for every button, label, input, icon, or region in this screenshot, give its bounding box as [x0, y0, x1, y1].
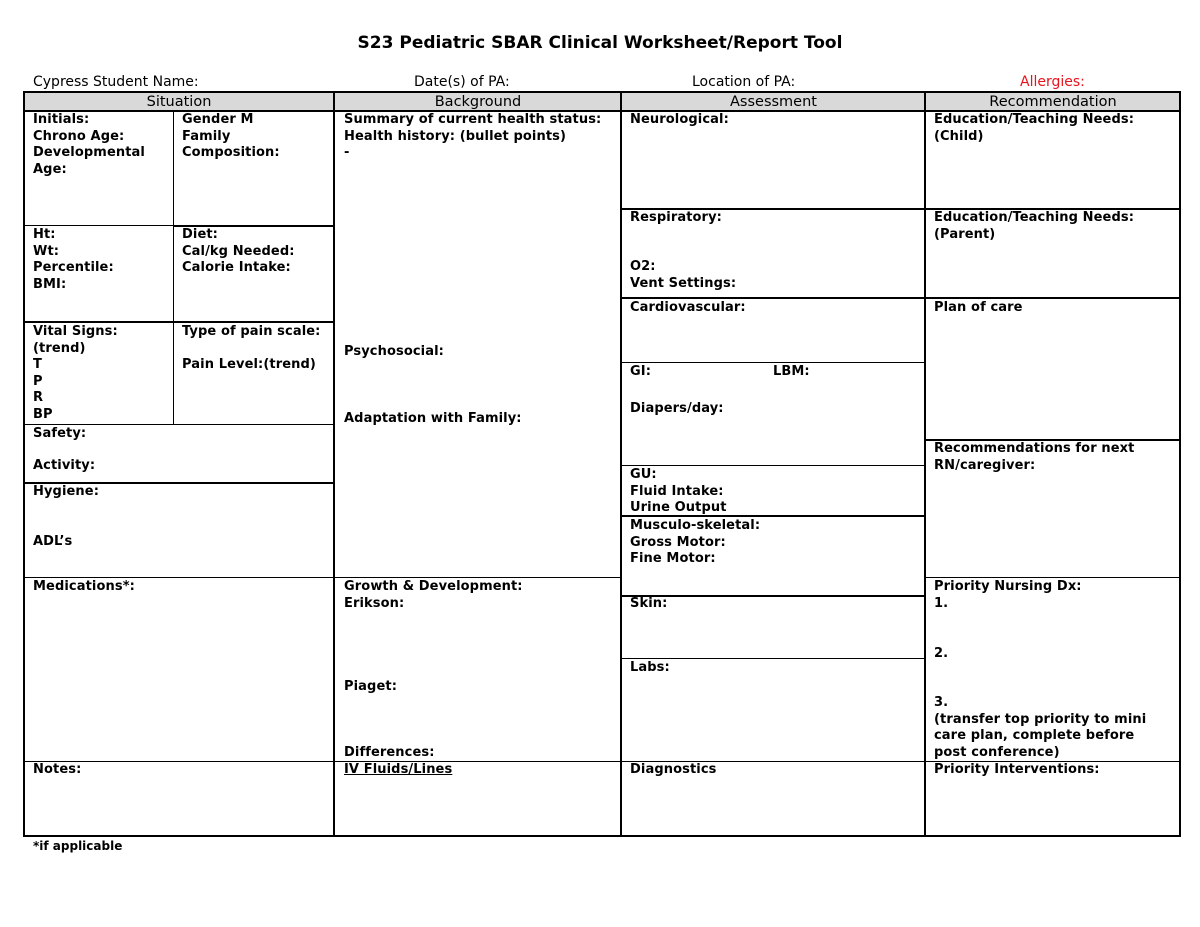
student-name-label: Cypress Student Name: — [33, 74, 199, 90]
row-divider — [23, 321, 334, 323]
skin-field: Skin: — [630, 596, 668, 611]
o2-vent-field: O2: Vent Settings: — [630, 259, 737, 291]
initials-field: Initials: Chrono Age: Developmental Age: — [33, 112, 145, 177]
priority-interventions-field: Priority Interventions: — [934, 762, 1100, 777]
medications-field: Medications*: — [33, 579, 135, 594]
sbar-worksheet-table — [23, 91, 1181, 837]
family-adaptation-field: Adaptation with Family: — [344, 411, 522, 426]
priority-dx-2: 2. — [934, 646, 949, 661]
row-divider — [925, 577, 1180, 578]
row-divider — [621, 297, 925, 299]
priority-dx-3: 3. (transfer top priority to mini care plan, complete before post conference) — [934, 695, 1147, 760]
adl-field: ADL’s — [33, 534, 73, 549]
teaching-needs-child-field: Education/Teaching Needs: (Child) — [934, 112, 1135, 144]
row-divider — [621, 465, 925, 466]
allergies-label: Allergies: — [1020, 74, 1085, 90]
row-divider — [334, 577, 621, 578]
footnote: *if applicable — [33, 839, 123, 853]
gi-field: GI: — [630, 364, 652, 379]
page-title: S23 Pediatric SBAR Clinical Worksheet/Report Tool — [357, 33, 843, 53]
safety-field: Safety: — [33, 426, 87, 441]
vital-signs-field: Vital Signs: (trend) T P R BP — [33, 324, 118, 422]
lbm-field: LBM: — [773, 364, 810, 379]
column-divider — [924, 91, 926, 837]
respiratory-field: Respiratory: — [630, 210, 722, 225]
height-weight-field: Ht: Wt: Percentile: BMI: — [33, 227, 114, 292]
row-divider — [621, 658, 925, 659]
priority-nursing-dx-field: Priority Nursing Dx: 1. — [934, 579, 1082, 611]
row-divider — [23, 577, 334, 578]
iv-fluids-field: IV Fluids/Lines — [344, 762, 453, 777]
neurological-field: Neurological: — [630, 112, 729, 127]
situation-inner-divider — [173, 111, 174, 424]
row-divider — [23, 225, 174, 226]
musculoskeletal-field: Musculo-skeletal: Gross Motor: Fine Motor: — [630, 518, 761, 566]
piaget-field: Piaget: — [344, 679, 397, 694]
gu-field: GU: Fluid Intake: Urine Output — [630, 467, 727, 515]
table-border-left — [23, 91, 25, 837]
assessment-column-header: Assessment — [622, 92, 925, 111]
growth-development-field: Growth & Development: Erikson: — [344, 579, 523, 611]
plan-of-care-field: Plan of care — [934, 300, 1023, 315]
health-summary-field: Summary of current health status: Health history: (bullet points) - — [344, 112, 602, 160]
background-column-header: Background — [335, 92, 621, 111]
teaching-needs-parent-field: Education/Teaching Needs: (Parent) — [934, 210, 1135, 242]
table-border-right — [1179, 91, 1181, 837]
row-divider — [925, 297, 1180, 299]
column-divider — [620, 91, 622, 837]
diet-field: Diet: Cal/kg Needed: Calorie Intake: — [182, 227, 295, 275]
labs-field: Labs: — [630, 660, 670, 675]
diagnostics-field: Diagnostics — [630, 762, 717, 777]
column-divider — [333, 91, 335, 837]
table-border-top — [23, 91, 1181, 93]
table-border-bottom — [23, 835, 1181, 837]
psychosocial-field: Psychosocial: — [344, 344, 444, 359]
row-divider — [621, 362, 925, 363]
dates-label: Date(s) of PA: — [414, 74, 510, 90]
cardiovascular-field: Cardiovascular: — [630, 300, 746, 315]
gender-field: Gender M Family Composition: — [182, 112, 280, 160]
next-caregiver-field: Recommendations for next RN/caregiver: — [934, 441, 1135, 473]
differences-field: Differences: — [344, 745, 435, 760]
location-label: Location of PA: — [692, 74, 796, 90]
hygiene-field: Hygiene: — [33, 484, 100, 499]
situation-column-header: Situation — [24, 92, 334, 111]
activity-field: Activity: — [33, 458, 96, 473]
notes-field: Notes: — [33, 762, 82, 777]
diapers-field: Diapers/day: — [630, 401, 724, 416]
row-divider — [23, 424, 334, 425]
recommendation-column-header: Recommendation — [926, 92, 1180, 111]
pain-scale-field: Type of pain scale: Pain Level:(trend) — [182, 324, 321, 372]
